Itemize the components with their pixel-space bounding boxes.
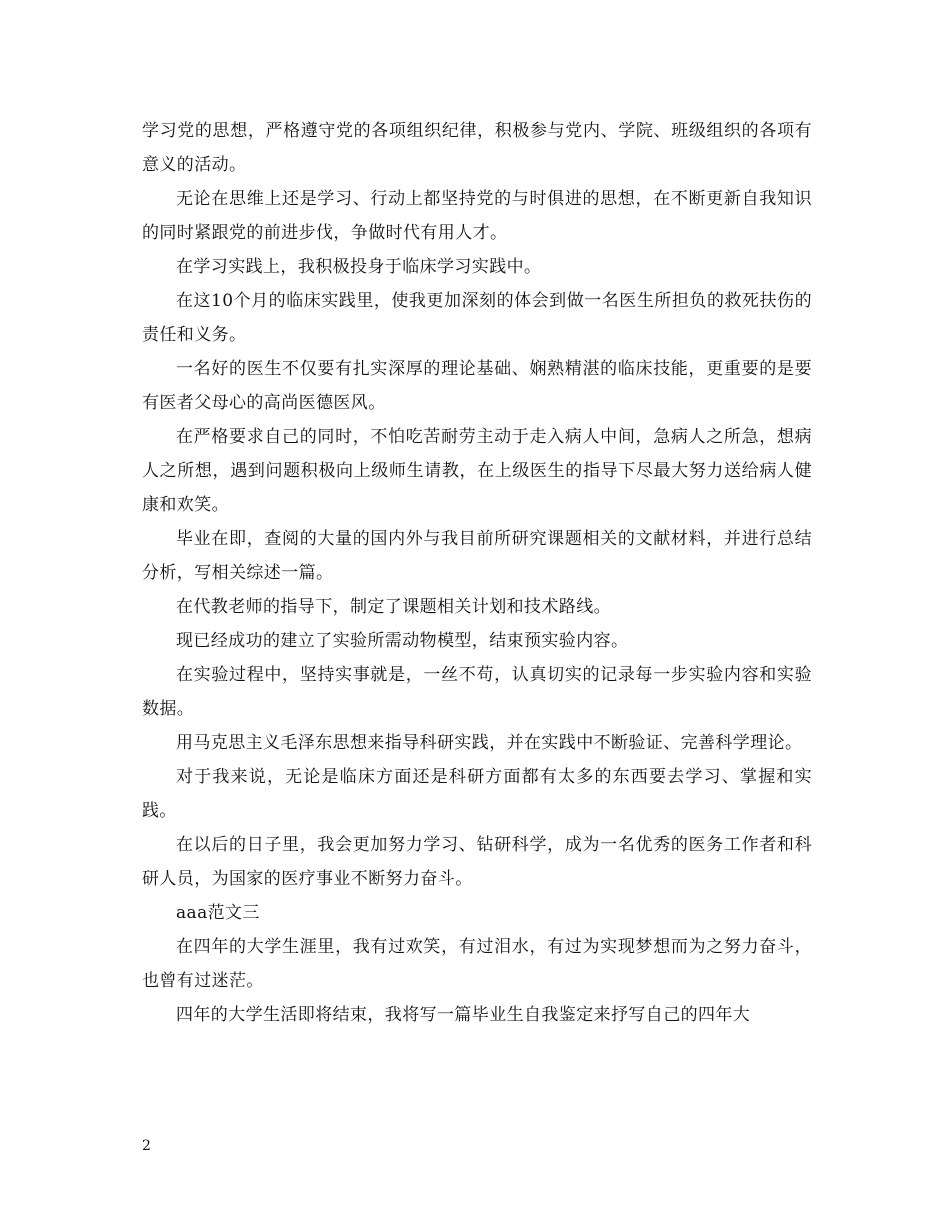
paragraph: 对于我来说，无论是临床方面还是科研方面都有太多的东西要去学习、掌握和实践。 — [142, 767, 812, 821]
paragraph: 在这10个月的临床实践里，使我更加深刻的体会到做一名医生所担负的救死扶伤的责任和义务。 — [142, 291, 812, 345]
page-number: 2 — [142, 1138, 151, 1154]
paragraph: 在学习实践上，我积极投身于临床学习实践中。 — [176, 257, 542, 277]
paragraph: 现已经成功的建立了实验所需动物模型，结束预实验内容。 — [176, 631, 629, 651]
paragraph: 在实验过程中，坚持实事就是，一丝不苟，认真切实的记录每一步实验内容和实验数据。 — [142, 665, 812, 719]
document-body — [142, 114, 812, 1032]
paragraph: 在以后的日子里，我会更加努力学习、钻研科学，成为一名优秀的医务工作者和科研人员，为国家的医疗事业不断努力奋斗。 — [142, 835, 812, 889]
paragraph: 在严格要求自己的同时，不怕吃苦耐劳主动于走入病人中间，急病人之所急，想病人之所想，遇到问题积极向上级师生请教，在上级医生的指导下尽最大努力送给病人健康和欢笑。 — [142, 427, 812, 515]
paragraph: 无论在思维上还是学习、行动上都坚持党的与时俱进的思想，在不断更新自我知识的同时紧跟党的前进步伐，争做时代有用人才。 — [142, 189, 812, 243]
paragraph: 学习党的思想，严格遵守党的各项组织纪律，积极参与党内、学院、班级组织的各项有意义的活动。 — [142, 121, 812, 175]
paragraph: 毕业在即，查阅的大量的国内外与我目前所研究课题相关的文献材料，并进行总结分析，写相关综述一篇。 — [142, 529, 812, 583]
paragraph: 四年的大学生活即将结束，我将写一篇毕业生自我鉴定来抒写自己的四年大 — [176, 1005, 751, 1025]
paragraph: 在四年的大学生涯里，我有过欢笑，有过泪水，有过为实现梦想而为之努力奋斗，也曾有过迷茫。 — [142, 937, 812, 991]
paragraph: 用马克思主义毛泽东思想来指导科研实践，并在实践中不断验证、完善科学理论。 — [176, 733, 803, 753]
paragraph: 在代教老师的指导下，制定了课题相关计划和技术路线。 — [176, 597, 611, 617]
section-heading: aaa范文三 — [176, 903, 260, 923]
paragraph: 一名好的医生不仅要有扎实深厚的理论基础、娴熟精湛的临床技能，更重要的是要有医者父母心的高尚医德医风。 — [142, 359, 812, 413]
